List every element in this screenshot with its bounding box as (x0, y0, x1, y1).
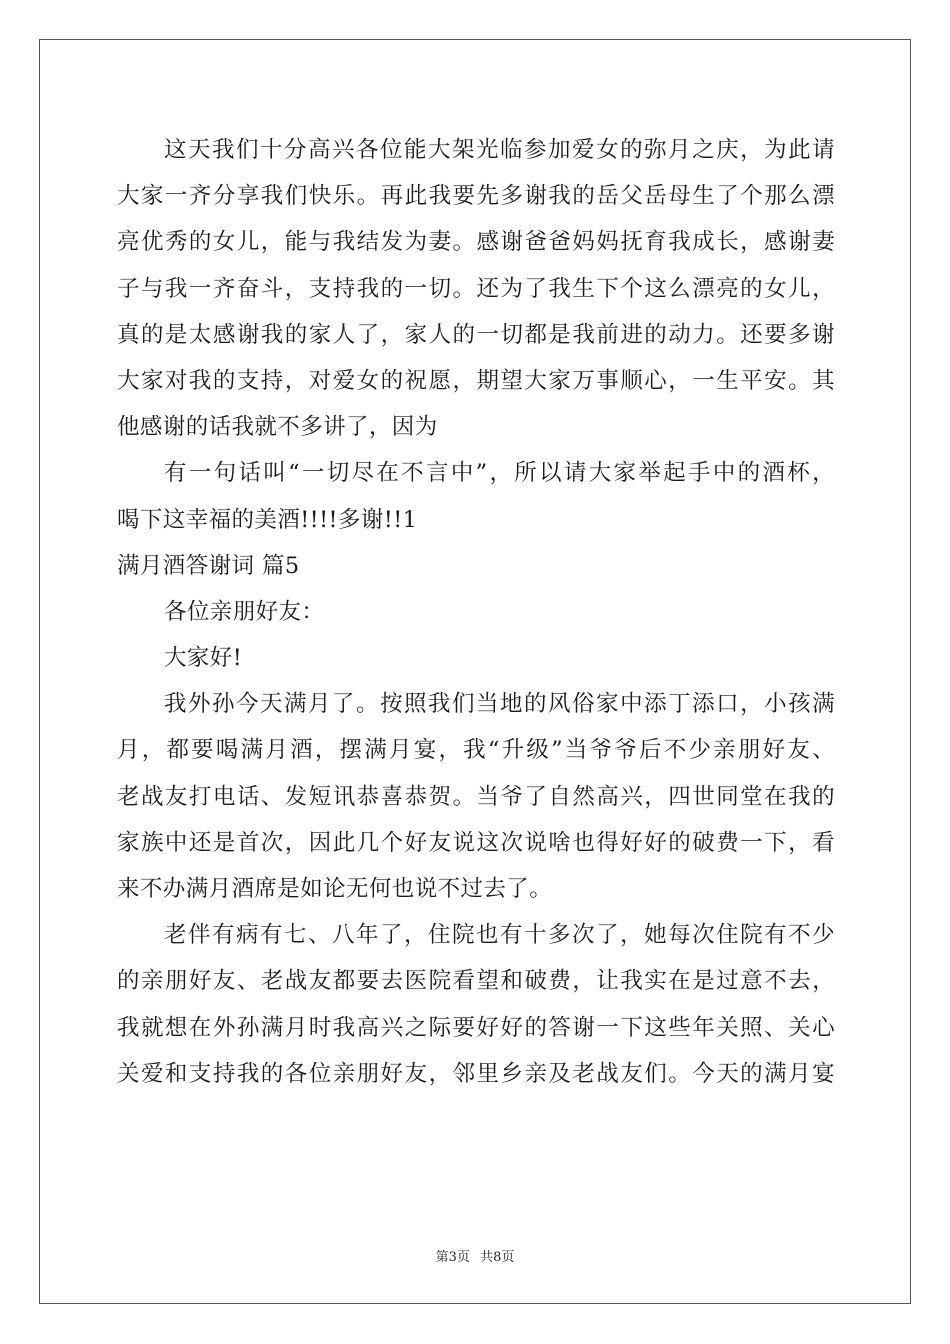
text-line: 真的是太感谢我的家人了，家人的一切都是我前进的动力。还要多谢 (117, 321, 835, 348)
text-line: 这天我们十分高兴各位能大架光临参加爱女的弥月之庆，为此请 (164, 137, 835, 163)
page-footer (0, 1246, 950, 1265)
text-line: 月，都要喝满月酒，摆满月宴，我“升级”当爷爷后不少亲朋好友、 (117, 737, 835, 764)
current-page-label: 第3页 (435, 1250, 470, 1265)
text-line: 他感谢的话我就不多讲了，因为 (117, 414, 438, 441)
text-line: 满月酒答谢词 篇5 (117, 552, 300, 579)
text-line: 大家好! (164, 645, 243, 672)
text-line: 家族中还是首次，因此几个好友说这次说啥也得好好的破费一下，看 (117, 829, 835, 856)
document-body (117, 127, 835, 1097)
text-line: 老伴有病有七、八年了，住院也有十多次了，她每次住院有不少 (164, 922, 835, 949)
text-line: 有一句话叫“一切尽在不言中”，所以请大家举起手中的酒杯， (164, 460, 835, 487)
text-line: 我就想在外孙满月时我高兴之际要好好的答谢一下这些年关照、关心 (117, 1014, 835, 1041)
text-line: 关爱和支持我的各位亲朋好友，邻里乡亲及老战友们。今天的满月宴 (117, 1060, 835, 1087)
text-line: 子与我一齐奋斗，支持我的一切。还为了我生下个这么漂亮的女儿， (117, 275, 835, 302)
text-line: 老战友打电话、发短讯恭喜恭贺。当爷了自然高兴，四世同堂在我的 (117, 783, 835, 810)
text-line: 的亲朋好友、老战友都要去医院看望和破费，让我实在是过意不去， (117, 968, 835, 995)
text-line: 各位亲朋好友： (164, 598, 325, 625)
text-line: 我外孙今天满月了。按照我们当地的风俗家中添丁添口，小孩满 (164, 691, 835, 718)
text-line: 大家一齐分享我们快乐。再此我要先多谢我的岳父岳母生了个那么漂 (117, 183, 835, 210)
text-line: 大家对我的支持，对爱女的祝愿，期望大家万事顺心，一生平安。其 (117, 367, 835, 394)
total-pages-label: 共8页 (480, 1250, 515, 1265)
text-line: 喝下这幸福的美酒!!!!多谢!!1 (117, 506, 418, 533)
text-line: 亮优秀的女儿，能与我结发为妻。感谢爸爸妈妈抚育我成长，感谢妻 (117, 229, 835, 256)
text-line: 来不办满月酒席是如论无何也说不过去了。 (117, 876, 553, 902)
